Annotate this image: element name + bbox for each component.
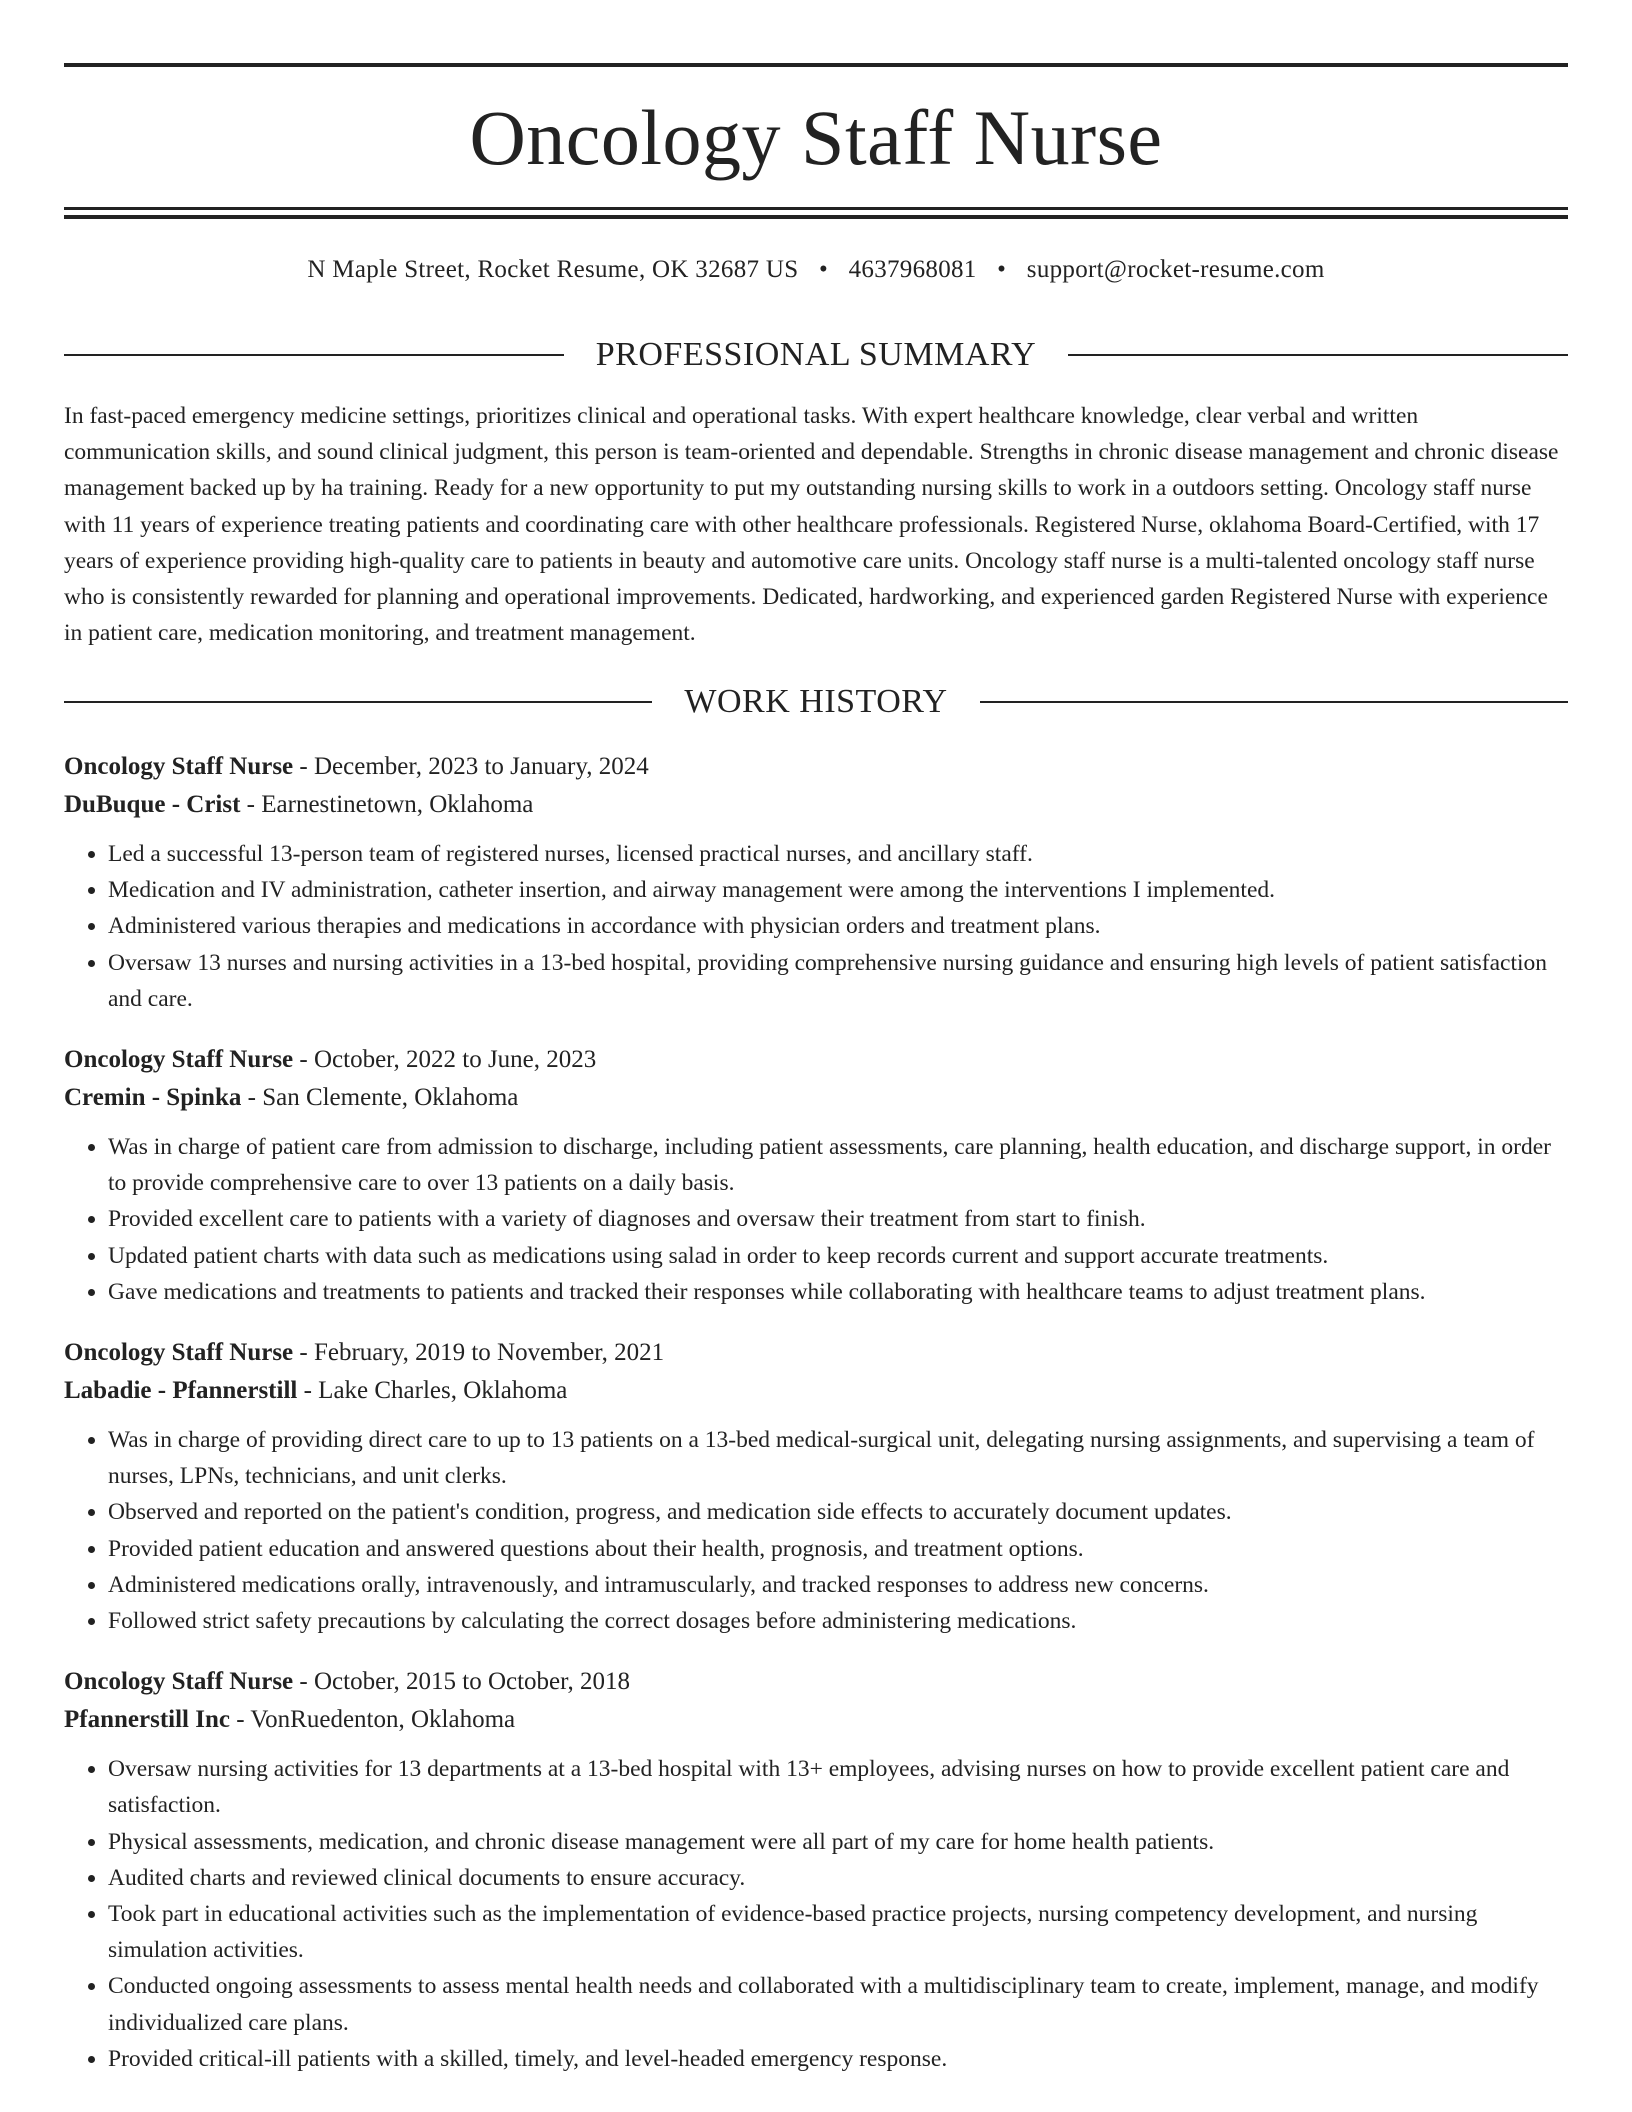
work-history-heading-row — [64, 680, 1568, 724]
job-company: DuBuque - Crist — [64, 791, 241, 818]
job-bullet: • Followed strict safety precautions by calculating the correct dosages before administering medications. — [108, 1603, 1568, 1639]
job-company: Labadie - Pfannerstill — [64, 1377, 298, 1405]
job-bullet: • Provided critical-ill patients with a skilled, timely, and level-headed emergency response. — [108, 2041, 1568, 2077]
job-dates: December, 2023 to January, 2024 — [313, 753, 649, 780]
job-location: Earnestinetown, Oklahoma — [261, 791, 534, 818]
contact-separator: • — [997, 256, 1007, 283]
job-location: San Clemente, Oklahoma — [262, 1084, 519, 1112]
work-history-heading: WORK HISTORY — [684, 683, 948, 720]
job-company: Pfannerstill Inc — [64, 1706, 230, 1734]
name-underline-thin — [64, 207, 1568, 210]
job-bullet: • Provided patient education and answered questions about their health, prognosis, and treatment options. — [108, 1531, 1568, 1567]
heading-rule-left — [64, 701, 652, 703]
job-bullet: • Oversaw nursing activities for 13 departments at a 13-bed hospital with 13+ employees, advising nurses on how to provide excellent patient care and satisfaction. — [108, 1751, 1568, 1823]
job-bullets — [64, 1422, 1568, 1639]
job-location: VonRuedenton, Oklahoma — [250, 1706, 516, 1734]
job-bullet: • Was in charge of patient care from admission to discharge, including patient assessments, care planning, health education, and discharge support, in order to provide comprehensive care to over 13 patients on a daily basis. — [108, 1129, 1568, 1201]
job-title-line: Oncology Staff Nurse - October, 2022 to June, 2023 — [64, 1046, 597, 1074]
job-bullet: • Observed and reported on the patient's condition, progress, and medication side effects to accurately document updates. — [108, 1494, 1568, 1530]
job-entry — [64, 1663, 1568, 2077]
job-title: Oncology Staff Nurse — [64, 1668, 294, 1696]
job-company-line: Labadie - Pfannerstill - Lake Charles, Oklahoma — [64, 1377, 568, 1405]
job-bullets — [64, 1129, 1568, 1310]
job-bullet: • Conducted ongoing assessments to assess mental health needs and collaborated with a multidisciplinary team to create, implement, manage, and modify individualized care plans. — [108, 1968, 1568, 2040]
contact-separator: • — [818, 256, 829, 283]
job-bullet: • Audited charts and reviewed clinical documents to ensure accuracy. — [108, 1860, 1568, 1896]
job-company-line: Cremin - Spinka - San Clemente, Oklahoma — [64, 1084, 519, 1112]
job-bullet: • Gave medications and treatments to patients and tracked their responses while collaborating with healthcare teams to adjust treatment plans. — [108, 1274, 1568, 1310]
job-title-line: Oncology Staff Nurse - December, 2023 to January, 2024 — [64, 753, 649, 780]
job-entry — [64, 1334, 1568, 1639]
contact-address: N Maple Street, Rocket Resume, OK 32687 US — [307, 256, 799, 283]
job-bullets — [64, 1751, 1568, 2077]
job-bullet: • Administered various therapies and medications in accordance with physician orders and treatment plans. — [108, 908, 1568, 944]
heading-rule-left — [64, 354, 564, 356]
job-company-line: Pfannerstill Inc - VonRuedenton, Oklahoma — [64, 1706, 516, 1734]
job-company: Cremin - Spinka — [64, 1084, 242, 1112]
job-bullet: • Physical assessments, medication, and chronic disease management were all part of my care for home health patients. — [108, 1824, 1568, 1860]
contact-line — [64, 252, 1568, 288]
job-bullet: • Oversaw 13 nurses and nursing activities in a 13-bed hospital, providing comprehensive nursing guidance and ensuring high levels of patient satisfaction and care. — [108, 945, 1568, 1017]
job-title-line: Oncology Staff Nurse - February, 2019 to November, 2021 — [64, 1339, 665, 1367]
job-bullet: • Took part in educational activities such as the implementation of evidence-based practice projects, nursing competency development, and nursing simulation activities. — [108, 1896, 1568, 1968]
job-bullet: • Was in charge of providing direct care to up to 13 patients on a 13-bed medical-surgical unit, delegating nursing assignments, and supervising a team of nurses, LPNs, technicians, and unit clerks. — [108, 1422, 1568, 1494]
job-title: Oncology Staff Nurse — [64, 1046, 294, 1074]
summary-heading: PROFESSIONAL SUMMARY — [595, 336, 1037, 373]
job-dates: October, 2015 to October, 2018 — [313, 1668, 630, 1696]
job-dates: February, 2019 to November, 2021 — [313, 1339, 665, 1367]
job-title-line: Oncology Staff Nurse - October, 2015 to October, 2018 — [64, 1668, 630, 1696]
job-bullet: • Administered medications orally, intravenously, and intramuscularly, and tracked responses to address new concerns. — [108, 1567, 1568, 1603]
work-history-list — [64, 748, 1568, 2101]
heading-rule-right — [980, 701, 1568, 703]
contact-email: support@rocket-resume.com — [1026, 256, 1325, 283]
job-title: Oncology Staff Nurse — [64, 753, 294, 780]
job-bullet: • Medication and IV administration, catheter insertion, and airway management were among the interventions I implemented. — [108, 872, 1568, 908]
job-bullet: • Led a successful 13-person team of registered nurses, licensed practical nurses, and ancillary staff. — [108, 836, 1568, 872]
job-title: Oncology Staff Nurse — [64, 1339, 294, 1367]
top-rule — [64, 63, 1568, 67]
job-dates: October, 2022 to June, 2023 — [313, 1046, 597, 1074]
job-bullets — [64, 836, 1568, 1017]
resume-name: Oncology Staff Nurse — [469, 94, 1163, 181]
job-company-line: DuBuque - Crist - Earnestinetown, Oklahoma — [64, 791, 534, 818]
summary-heading-row — [64, 333, 1568, 377]
job-entry — [64, 748, 1568, 1017]
summary-text: In fast-paced emergency medicine settings, prioritizes clinical and operational tasks. With expert healthcare knowledge, clear verbal and written communication skills, and sound clinical judgment, this person is team-oriented and dependable. Strengths in chronic disease management and chronic disease management backed up by ha training. Ready for a new opportunity to put my outstanding nursing skills to work in a outdoors setting. Oncology staff nurse with 11 years of experience treating patients and coordinating care with other healthcare professionals. Registered Nurse, oklahoma Board-Certified, with 17 years of experience providing high-quality care to patients in beauty and automotive care units. Oncology staff nurse is a multi-talented oncology staff nurse who is consistently rewarded for planning and operational improvements. Dedicated, hardworking, and experienced garden Registered Nurse with experience in patient care, medication monitoring, and treatment management. — [64, 403, 1559, 647]
heading-rule-right — [1068, 354, 1568, 356]
job-bullet: • Updated patient charts with data such as medications using salad in order to keep records current and support accurate treatments. — [108, 1238, 1568, 1274]
job-entry — [64, 1041, 1568, 1310]
contact-phone: 4637968081 — [848, 256, 977, 283]
job-location: Lake Charles, Oklahoma — [318, 1377, 568, 1405]
job-bullet: • Provided excellent care to patients with a variety of diagnoses and oversaw their treatment from start to finish. — [108, 1201, 1568, 1237]
name-underline-thick — [64, 215, 1568, 219]
